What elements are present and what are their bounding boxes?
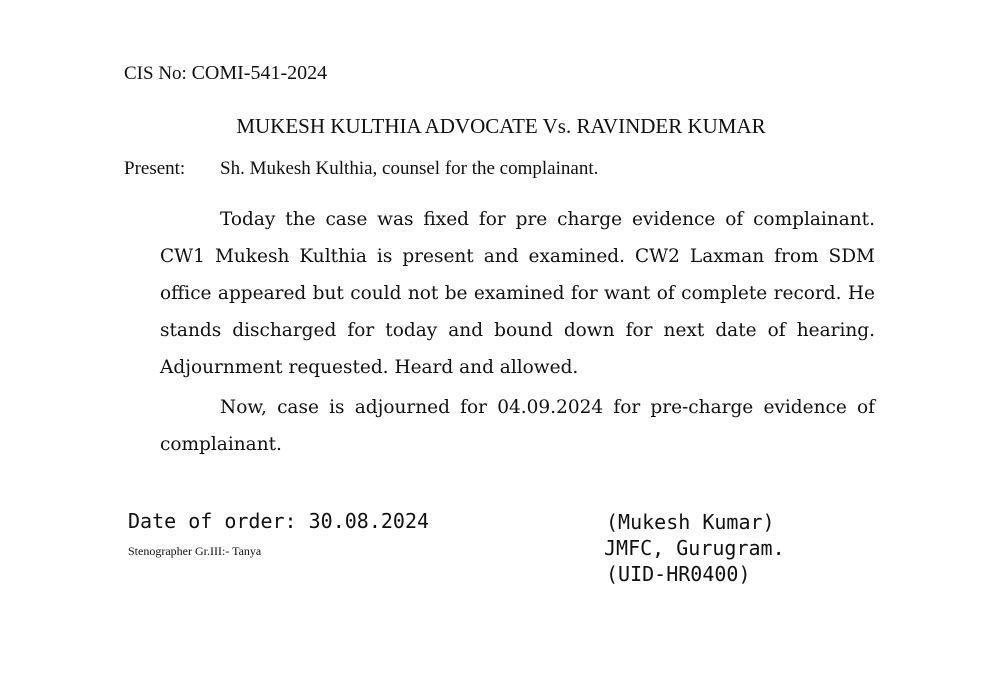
signature-block [604, 509, 785, 587]
signatory-uid: (UID-HR0400) [606, 562, 751, 586]
stenographer-line: Stenographer Gr.III:- Tanya [128, 544, 262, 558]
order-paragraph-2: Now, case is adjourned for 04.09.2024 for pre-charge evidence of complainant. [160, 397, 875, 455]
case-title [0, 114, 999, 139]
cis-label: CIS No: [124, 63, 192, 84]
case-title-text: MUKESH KULTHIA ADVOCATE Vs. RAVINDER KUMAR [236, 114, 766, 138]
present-label: Present: [124, 158, 186, 179]
signatory-designation: JMFC, Gurugram. [604, 536, 785, 560]
cis-number-line [124, 62, 327, 85]
date-of-order: Date of order: 30.08.2024 [128, 509, 430, 533]
signatory-name: (Mukesh Kumar) [606, 510, 775, 534]
order-paragraph-1: Today the case was fixed for pre charge evidence of complainant. CW1 Mukesh Kulthia is present and examined. CW2 Laxman from SDM office appeared but could not be examined for want of complete record. He stands discharged for today and bound down for next date of hearing. Adjournment requested. Heard and allowed. [160, 209, 875, 378]
cis-number: COMI-541-2024 [191, 62, 328, 84]
present-text: Sh. Mukesh Kulthia, counsel for the complainant. [220, 158, 599, 179]
